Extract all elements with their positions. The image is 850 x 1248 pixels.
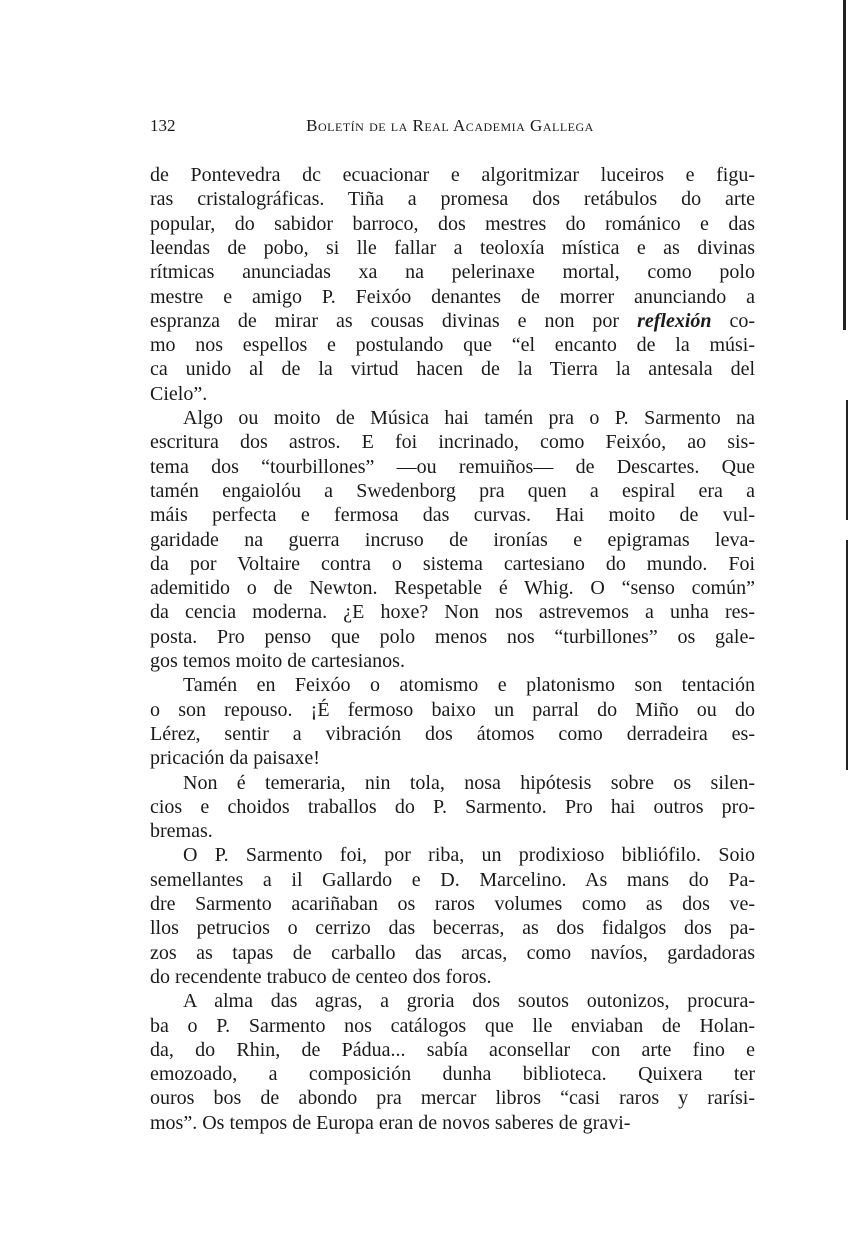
scan-edge-artifact bbox=[843, 0, 846, 330]
text-line: popular, do sabidor barroco, dos mestres do románico e das bbox=[150, 212, 755, 235]
text-line: mos”. Os tempos de Europa eran de novos saberes de gravi- bbox=[150, 1111, 631, 1134]
text-line: llos petrucios o cerrizo das becerras, as dos fidalgos dos pa- bbox=[150, 917, 755, 940]
text-line: Cielo”. bbox=[150, 382, 208, 405]
text-line: escritura dos astros. E foi incrinado, como Feixóo, ao sis- bbox=[150, 431, 755, 454]
text-segment: espranza de mirar as cousas divinas e non por bbox=[150, 309, 638, 332]
text-line: ba o P. Sarmento nos catálogos que lle enviaban de Holan- bbox=[150, 1014, 755, 1037]
text-line: dre Sarmento acariñaban os raros volumes como as dos ve- bbox=[150, 893, 755, 915]
text-line: garidade na guerra incruso de ironías e epigramas leva- bbox=[150, 528, 755, 551]
text-line: A alma das agras, a groria dos soutos outonizos, procura- bbox=[183, 990, 755, 1013]
text-line: tamén engaiolóu a Swedenborg pra quen a espiral era a bbox=[150, 479, 755, 502]
text-line: mo nos espellos e postulando que “el encanto de la músi- bbox=[150, 334, 755, 357]
text-line: da, do Rhin, de Pádua... sabía aconsellar con arte fino e bbox=[150, 1038, 755, 1061]
text-line: gos temos moito de cartesianos. bbox=[150, 650, 405, 672]
text-line: pricación da paisaxe! bbox=[150, 747, 320, 770]
text-line: Tamén en Feixóo o atomismo e platonismo son tentación bbox=[183, 674, 755, 697]
text-line: Lérez, sentir a vibración dos átomos como derradeira es- bbox=[150, 722, 755, 745]
text-line: posta. Pro penso que polo menos nos “turbillones” os gale- bbox=[150, 625, 755, 648]
scan-edge-artifact bbox=[846, 400, 848, 520]
italic-term: reflexión bbox=[637, 309, 712, 332]
text-line: emozoado, a composición dunha biblioteca. Quixera ter bbox=[150, 1063, 755, 1086]
text-line: tema dos “tourbillones” —ou remuiños— de Descartes. Que bbox=[150, 455, 755, 478]
text-line: mestre e amigo P. Feixóo denantes de morrer anunciando a bbox=[150, 285, 755, 308]
text-line: da cencia moderna. ¿E hoxe? Non nos astrevemos a unha res- bbox=[150, 601, 755, 624]
page-number: 132 bbox=[150, 116, 176, 135]
text-line: cios e choidos traballos do P. Sarmento. Pro hai outros pro- bbox=[150, 795, 755, 818]
text-line: bremas. bbox=[150, 820, 213, 843]
text-line: rítmicas anunciadas xa na pelerinaxe mortal, como polo bbox=[150, 261, 755, 284]
text-line: máis perfecta e fermosa das curvas. Hai moito de vul- bbox=[150, 504, 755, 527]
text-line: ademitido o de Newton. Respetable é Whig. O “senso común” bbox=[150, 577, 755, 600]
text-line: semellantes a il Gallardo e D. Marcelino. As mans do Pa- bbox=[150, 868, 755, 891]
text-line bbox=[150, 309, 755, 333]
text-line: o son repouso. ¡É fermoso baixo un parral do Miño ou do bbox=[150, 698, 755, 721]
text-line: Algo ou moito de Música hai tamén pra o P. Sarmento na bbox=[183, 407, 755, 429]
text-line: ca unido al de la virtud hacen de la Tierra la antesala del bbox=[150, 358, 755, 381]
scan-edge-artifact bbox=[846, 540, 848, 770]
text-line: O P. Sarmento foi, por riba, un prodixioso bibliófilo. Soio bbox=[183, 844, 755, 867]
text-line: Non é temeraria, nin tola, nosa hipótesis sobre os silen- bbox=[183, 771, 755, 794]
text-line: zos as tapas de carballo das arcas, como navíos, gardadoras bbox=[150, 941, 755, 964]
text-line: leendas de pobo, si lle fallar a teoloxía mística e as divinas bbox=[150, 236, 755, 259]
text-line: ras cristalográficas. Tiña a promesa dos retábulos do arte bbox=[150, 188, 755, 211]
running-title: Boletín de la Real Academia Gallega bbox=[306, 116, 594, 135]
text-segment: co- bbox=[711, 309, 755, 332]
text-line: do recendente trabuco de centeo dos foros. bbox=[150, 965, 492, 988]
text-line: da por Voltaire contra o sistema cartesiano do mundo. Foi bbox=[150, 552, 755, 575]
text-line: ouros bos de abondo pra mercar libros “casi raros y rarísi- bbox=[150, 1087, 755, 1110]
text-line: de Pontevedra dc ecuacionar e algoritmizar luceiros e figu- bbox=[150, 164, 755, 186]
